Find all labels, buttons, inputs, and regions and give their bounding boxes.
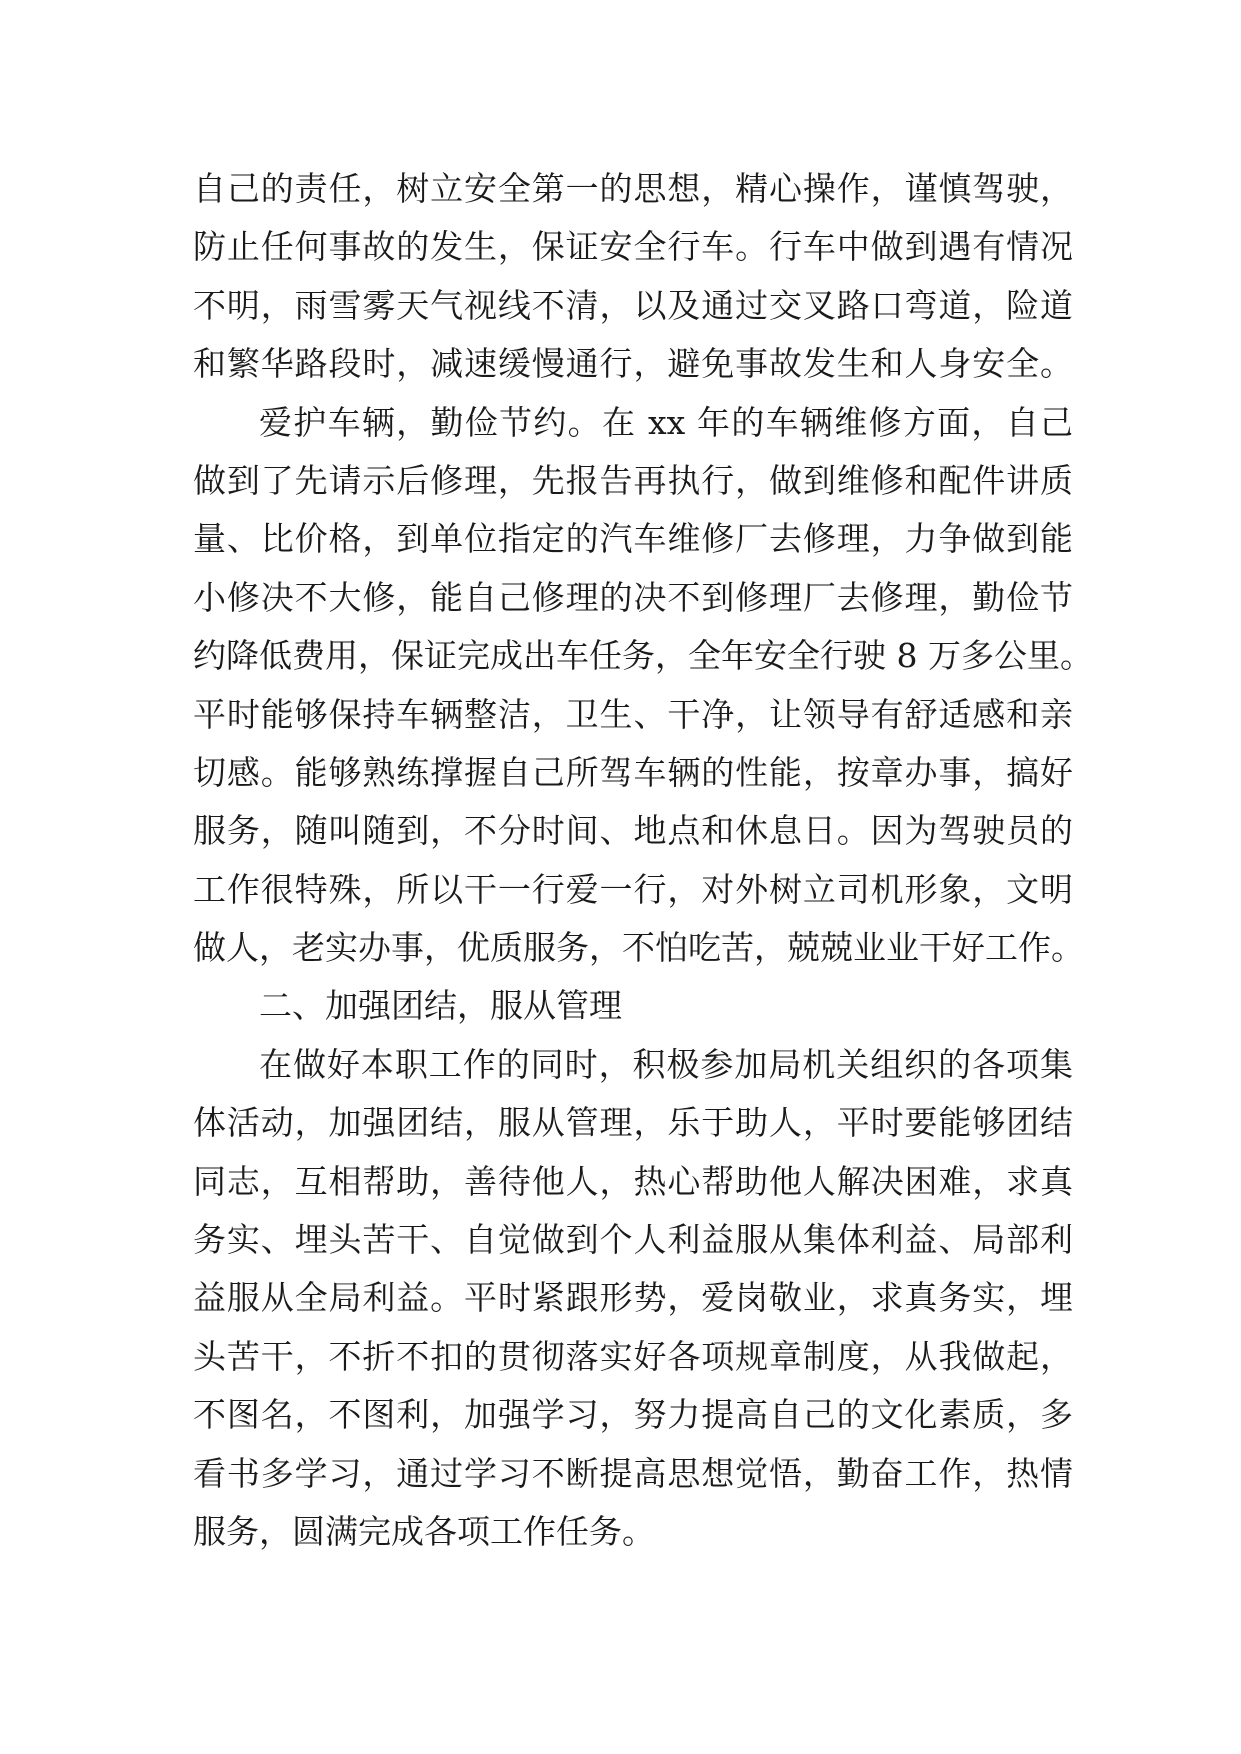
- text-line-19: 务实、埋头苦干、自觉做到个人利益服从集体利益、局部利: [193, 1220, 1073, 1260]
- text-line-17: 体活动，加强团结，服从管理，乐于助人，平时要能够团结: [193, 1103, 1073, 1143]
- text-line-12: 服务，随叫随到，不分时间、地点和休息日。因为驾驶员的: [193, 811, 1073, 851]
- text-line-20: 益服从全局利益。平时紧跟形势，爱岗敬业，求真务实，埋: [193, 1278, 1073, 1318]
- text-line-7: 量、比价格，到单位指定的汽车维修厂去修理，力争做到能: [193, 519, 1073, 559]
- text-line-21: 头苦干，不折不扣的贯彻落实好各项规章制度，从我做起，: [193, 1336, 1073, 1376]
- text-line-2: 防止任何事故的发生，保证安全行车。行车中做到遇有情况: [193, 227, 1073, 267]
- text-line-22: 不图名，不图利，加强学习，努力提高自己的文化素质，多: [193, 1395, 1073, 1435]
- text-line-4: 和繁华路段时，减速缓慢通行，避免事故发生和人身安全。: [193, 344, 1073, 384]
- paragraph-start-line: 在做好本职工作的同时，积极参加局机关组织的各项集: [259, 1044, 1073, 1084]
- text-line-8: 小修决不大修，能自己修理的决不到修理厂去修理，勤俭节: [193, 577, 1073, 617]
- text-line-24: 服务，圆满完成各项工作任务。: [193, 1511, 655, 1551]
- section-heading: 二、加强团结，服从管理: [259, 986, 622, 1026]
- text-line-1: 自己的责任，树立安全第一的思想，精心操作，谨慎驾驶，: [193, 169, 1073, 208]
- text-line-6: 做到了先请示后修理，先报告再执行，做到维修和配件讲质: [193, 460, 1073, 500]
- document-body: [193, 160, 1093, 1561]
- text-line-9: 约降低费用，保证完成出车任务，全年安全行驶 8 万多公里。: [193, 636, 1093, 676]
- text-line-13: 工作很特殊，所以干一行爱一行，对外树立司机形象，文明: [193, 869, 1073, 909]
- text-line-11: 切感。能够熟练撑握自己所驾车辆的性能，按章办事，搞好: [193, 752, 1073, 792]
- paragraph-start-line: 爱护车辆，勤俭节约。在 xx 年的车辆维修方面，自己: [259, 402, 1073, 442]
- text-line-23: 看书多学习，通过学习不断提高思想觉悟，勤奋工作，热情: [193, 1453, 1073, 1493]
- text-line-3: 不明，雨雪雾天气视线不清，以及通过交叉路口弯道，险道: [193, 285, 1073, 325]
- text-line-18: 同志，互相帮助，善待他人，热心帮助他人解决困难，求真: [193, 1161, 1073, 1201]
- text-line-10: 平时能够保持车辆整洁，卫生、干净，让领导有舒适感和亲: [193, 694, 1073, 734]
- text-line-14: 做人，老实办事，优质服务，不怕吃苦，兢兢业业干好工作。: [193, 928, 1084, 968]
